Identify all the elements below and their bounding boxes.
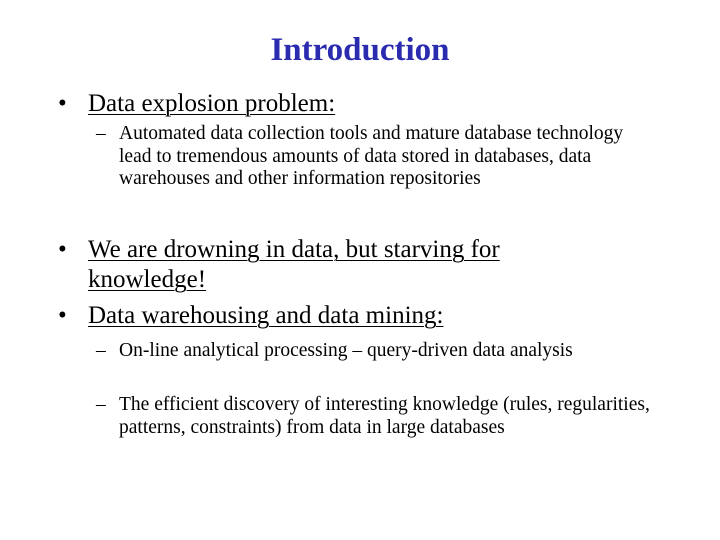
- bullet-item: [58, 235, 618, 295]
- bullet-item: [58, 301, 618, 331]
- bullet-text: We are drowning in data, but starving for knowledge!: [88, 236, 500, 293]
- sub-bullet-item: [96, 123, 656, 191]
- bullet-text: Data explosion problem:: [88, 90, 336, 117]
- sub-bullet-item: [96, 340, 656, 363]
- sub-bullet-item: [96, 394, 656, 439]
- bullet-marker: •: [58, 236, 67, 263]
- bullet-marker: •: [58, 90, 67, 117]
- bullet-item: [58, 89, 618, 119]
- dash-marker: –: [96, 123, 106, 144]
- sub-bullet-text: On-line analytical processing – query-driven data analysis: [119, 340, 573, 361]
- dash-marker: –: [96, 340, 106, 361]
- bullet-marker: •: [58, 302, 67, 329]
- slide-title: Introduction: [270, 32, 450, 68]
- sub-bullet-text: Automated data collection tools and mature database technology lead to tremendous amounts of data stored in databases, data warehouses and other information repositories: [119, 123, 624, 189]
- dash-marker: –: [96, 394, 106, 415]
- bullet-text: Data warehousing and data mining:: [88, 302, 444, 329]
- sub-bullet-text: The efficient discovery of interesting knowledge (rules, regularities, patterns, constraints) from data in large databases: [119, 394, 650, 438]
